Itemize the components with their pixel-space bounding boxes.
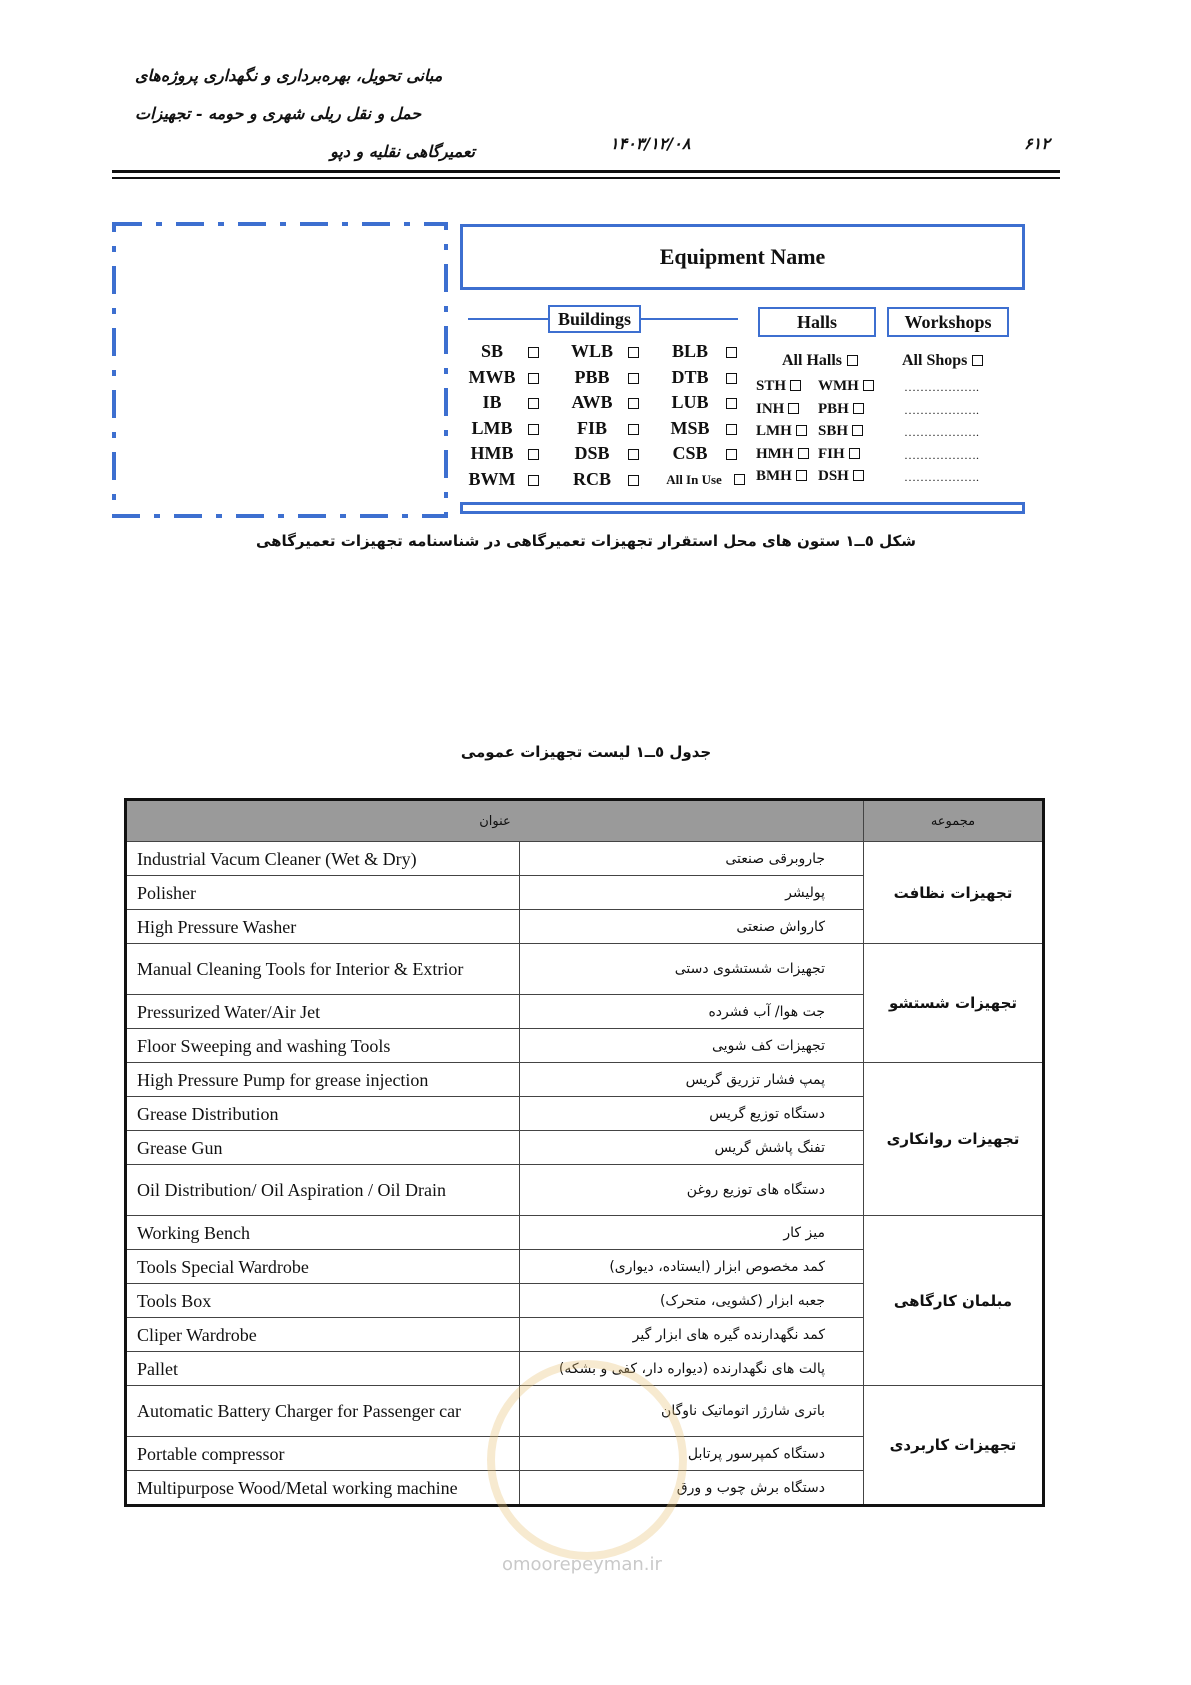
building-checkbox[interactable] <box>628 424 639 435</box>
halls-label: Halls <box>796 312 837 332</box>
hall-code: INH <box>756 400 785 417</box>
table-row <box>126 1216 1044 1250</box>
hall-checkbox[interactable] <box>788 403 799 414</box>
hall-option[interactable] <box>818 420 863 440</box>
hall-checkbox[interactable] <box>849 448 860 459</box>
item-english-name: Industrial Vacum Cleaner (Wet & Dry) <box>126 842 520 876</box>
building-checkbox[interactable] <box>528 373 539 384</box>
building-code: All In Use <box>666 471 722 487</box>
building-option[interactable] <box>464 341 560 362</box>
building-checkbox[interactable] <box>528 475 539 486</box>
building-option[interactable] <box>464 367 560 388</box>
hall-option[interactable] <box>756 420 807 440</box>
item-english-name: Tools Special Wardrobe <box>126 1250 520 1284</box>
building-option[interactable] <box>564 367 660 388</box>
building-code: SB <box>480 341 504 361</box>
all-halls-checkbox[interactable] <box>847 355 858 366</box>
building-checkbox[interactable] <box>628 347 639 358</box>
building-code: AWB <box>571 392 613 412</box>
buildings-label: Buildings <box>548 305 641 333</box>
hall-checkbox[interactable] <box>790 380 801 391</box>
photo-placeholder-dashed-box <box>110 220 450 520</box>
building-code: FIB <box>576 417 607 438</box>
hall-code: DSH <box>818 468 849 484</box>
hall-checkbox[interactable] <box>796 425 807 436</box>
building-code: PBB <box>574 366 610 387</box>
hall-option[interactable] <box>818 465 864 485</box>
item-persian-name: کارواش صنعتی <box>520 910 864 944</box>
building-code: BWM <box>468 468 516 489</box>
building-code: MWB <box>468 366 516 387</box>
item-english-name: Polisher <box>126 876 520 910</box>
item-english-name: Automatic Battery Charger for Passenger car <box>126 1386 520 1437</box>
item-english-name: Multipurpose Wood/Metal working machine <box>126 1471 520 1506</box>
group-name-cell: مبلمان کارگاهی <box>864 1216 1044 1386</box>
item-english-name: Floor Sweeping and washing Tools <box>126 1029 520 1063</box>
header-group-cell: مجموعه <box>864 800 1044 842</box>
hall-code: LMH <box>756 423 792 439</box>
building-checkbox[interactable] <box>528 347 539 358</box>
halls-label-box <box>758 307 876 337</box>
item-persian-name: جت هوا/ آب فشرده <box>520 995 864 1029</box>
item-english-name: High Pressure Pump for grease injection <box>126 1063 520 1097</box>
hall-code: BMH <box>756 468 792 484</box>
building-code: MSB <box>670 417 710 438</box>
hall-checkbox[interactable] <box>798 448 809 459</box>
hall-code: WMH <box>818 378 859 394</box>
building-option[interactable] <box>662 443 758 464</box>
header-title-line2: حمل و نقل ریلی شهری و حومه - تجهیزات <box>135 104 422 123</box>
hall-option[interactable] <box>818 443 860 463</box>
equipment-table <box>124 798 1045 1507</box>
all-shops-label: All Shops <box>902 352 968 369</box>
building-checkbox[interactable] <box>726 424 737 435</box>
equipment-name-box <box>460 224 1025 290</box>
building-option[interactable] <box>564 418 660 439</box>
building-code: DSB <box>574 443 610 463</box>
item-persian-name: دستگاه کمپرسور پرتابل <box>520 1437 864 1471</box>
workshops-label: Workshops <box>904 312 992 332</box>
building-option[interactable] <box>662 469 758 488</box>
item-persian-name: تفنگ پاشش گریس <box>520 1131 864 1165</box>
table-caption: جدول ٥ــ١ لیست تجهیزات عمومی <box>460 743 712 761</box>
item-english-name: Cliper Wardrobe <box>126 1318 520 1352</box>
watermark-text: omoorepeyman.ir <box>502 1554 662 1575</box>
item-persian-name: پمپ فشار تزریق گریس <box>520 1063 864 1097</box>
hall-checkbox[interactable] <box>852 425 863 436</box>
building-code: DTB <box>671 366 709 387</box>
item-english-name: Manual Cleaning Tools for Interior & Extrior <box>126 944 520 995</box>
building-checkbox[interactable] <box>726 398 737 409</box>
building-option[interactable] <box>662 392 758 413</box>
building-checkbox[interactable] <box>628 475 639 486</box>
page-number: ۶۱۲ <box>1024 134 1050 153</box>
hall-checkbox[interactable] <box>853 470 864 481</box>
item-persian-name: جعبه ابزار (کشویی، متحرک) <box>520 1284 864 1318</box>
hall-option[interactable] <box>756 398 799 418</box>
item-persian-name: کمد نگهدارنده گیره های ابزار گیر <box>520 1318 864 1352</box>
hall-checkbox[interactable] <box>796 470 807 481</box>
building-checkbox[interactable] <box>628 373 639 384</box>
building-code: BLB <box>671 341 709 361</box>
table-row <box>126 1063 1044 1097</box>
item-english-name: Tools Box <box>126 1284 520 1318</box>
table-row <box>126 944 1044 995</box>
building-code: LUB <box>671 392 709 412</box>
building-checkbox[interactable] <box>726 373 737 384</box>
item-english-name: High Pressure Washer <box>126 910 520 944</box>
all-halls-label: All Halls <box>782 352 843 369</box>
building-checkbox[interactable] <box>528 449 539 460</box>
item-english-name: Pressurized Water/Air Jet <box>126 995 520 1029</box>
shop-placeholder: ………………. <box>904 470 979 484</box>
building-checkbox[interactable] <box>726 347 737 358</box>
table-row <box>126 1386 1044 1437</box>
hall-option[interactable] <box>818 398 864 418</box>
item-persian-name: جاروبرقی صنعتی <box>520 842 864 876</box>
shop-placeholder: ………………. <box>904 402 979 417</box>
item-english-name: Grease Distribution <box>126 1097 520 1131</box>
hall-option[interactable] <box>818 375 874 395</box>
hall-checkbox[interactable] <box>863 380 874 391</box>
item-persian-name: دستگاه برش چوب و ورق <box>520 1471 864 1506</box>
hall-code: SBH <box>818 423 849 439</box>
equipment-name-label: Equipment Name <box>659 244 826 269</box>
hall-option[interactable] <box>756 375 801 395</box>
hall-code: PBH <box>818 400 849 417</box>
item-english-name: Grease Gun <box>126 1131 520 1165</box>
item-persian-name: پالت های نگهدارنده (دیواره دار، کفی و بشکه) <box>520 1352 864 1386</box>
building-option[interactable] <box>464 392 560 413</box>
group-name-cell: تجهیزات روانکاری <box>864 1063 1044 1216</box>
hall-option[interactable] <box>756 465 807 485</box>
building-code: LMB <box>471 417 513 438</box>
item-english-name: Pallet <box>126 1352 520 1386</box>
hall-code: STH <box>756 378 787 394</box>
item-persian-name: کمد مخصوص ابزار (ایستاده، دیواری) <box>520 1250 864 1284</box>
header-title-line3: تعمیرگاهی نقلیه و دپو <box>330 142 475 161</box>
all-shops-option[interactable] <box>902 350 983 370</box>
item-persian-name: تجهیزات کف شویی <box>520 1029 864 1063</box>
building-checkbox[interactable] <box>528 398 539 409</box>
group-name-cell: تجهیزات نظافت <box>864 842 1044 944</box>
shop-placeholder: ………………. <box>904 380 979 394</box>
building-option[interactable] <box>564 469 660 490</box>
building-option[interactable] <box>662 367 758 388</box>
building-checkbox[interactable] <box>628 398 639 409</box>
building-option[interactable] <box>662 418 758 439</box>
building-option[interactable] <box>564 443 660 464</box>
item-persian-name: باتری شارژر اتوماتیک ناوگان <box>520 1386 864 1437</box>
item-persian-name: پولیشر <box>520 876 864 910</box>
hall-code: HMH <box>756 445 794 462</box>
group-name-cell: تجهیزات شستشو <box>864 944 1044 1063</box>
item-english-name: Oil Distribution/ Oil Aspiration / Oil Drain <box>126 1165 520 1216</box>
hall-code: FIH <box>818 445 845 462</box>
building-code: IB <box>482 392 502 412</box>
header-title-line1: مبانی تحویل، بهره‌برداری و نگهداری پروژه‌های <box>135 66 443 85</box>
building-checkbox[interactable] <box>528 424 539 435</box>
item-persian-name: دستگاه توزیع گریس <box>520 1097 864 1131</box>
header-rule-thick <box>112 170 1060 173</box>
item-persian-name: میز کار <box>520 1216 864 1250</box>
header-rule-thin <box>112 177 1060 179</box>
building-code: HMB <box>470 443 514 463</box>
building-code: RCB <box>572 468 611 489</box>
item-persian-name: تجهیزات شستشوی دستی <box>520 944 864 995</box>
figure-bottom-bar <box>460 502 1025 514</box>
group-name-cell: تجهیزات کاربردی <box>864 1386 1044 1506</box>
header-title-cell: عنوان <box>126 800 864 842</box>
building-option[interactable] <box>464 418 560 439</box>
building-checkbox[interactable] <box>734 474 745 485</box>
workshops-label-box <box>887 307 1009 337</box>
building-option[interactable] <box>564 392 660 413</box>
shop-placeholder: ………………. <box>904 425 979 439</box>
item-persian-name: دستگاه های توزیع روغن <box>520 1165 864 1216</box>
building-option[interactable] <box>464 443 560 464</box>
header-date: ۱۴۰۳/۱۲/۰۸ <box>610 134 691 153</box>
hall-option[interactable] <box>756 443 809 463</box>
building-option[interactable] <box>564 341 660 362</box>
figure-caption: شکل ٥ــ١ ستون های محل استقرار تجهیزات تعمیرگاهی در شناسنامه تجهیزات تعمیرگاهی <box>255 532 916 550</box>
table-row <box>126 842 1044 876</box>
building-code: CSB <box>672 443 708 463</box>
figure <box>110 220 1025 520</box>
item-english-name: Working Bench <box>126 1216 520 1250</box>
building-option[interactable] <box>662 341 758 362</box>
building-option[interactable] <box>464 469 560 490</box>
all-shops-checkbox[interactable] <box>972 355 983 366</box>
item-english-name: Portable compressor <box>126 1437 520 1471</box>
building-checkbox[interactable] <box>628 449 639 460</box>
all-halls-option[interactable] <box>782 350 858 370</box>
hall-checkbox[interactable] <box>853 403 864 414</box>
building-checkbox[interactable] <box>726 449 737 460</box>
shop-placeholder: ………………. <box>904 447 979 462</box>
building-code: WLB <box>570 341 613 361</box>
